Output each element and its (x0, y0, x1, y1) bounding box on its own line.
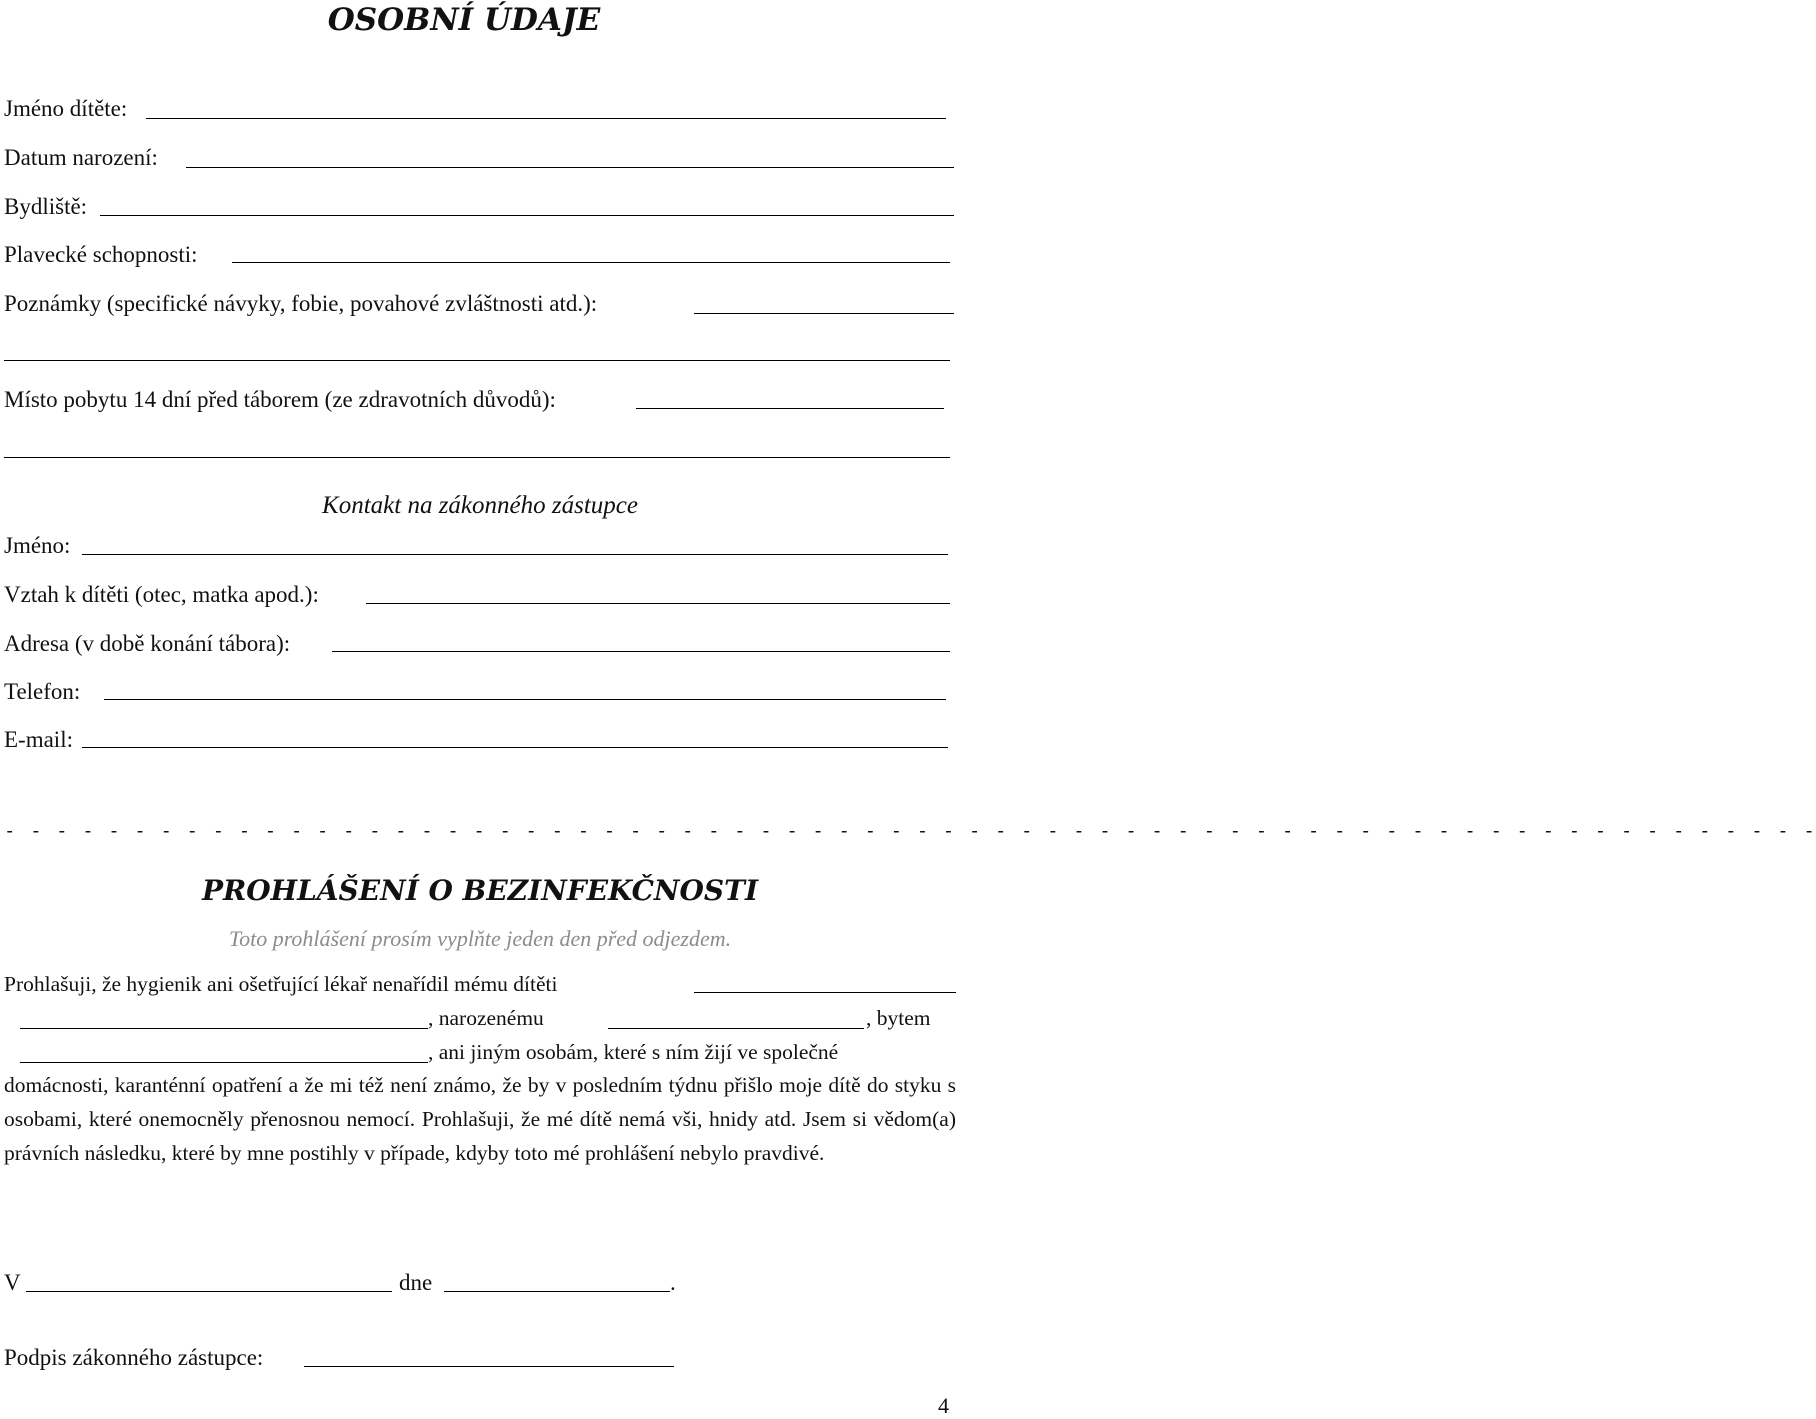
stay-label: Místo pobytu 14 dní před táborem (ze zdravotních důvodů): (4, 387, 556, 412)
child-name-field[interactable] (146, 118, 946, 119)
residence-label: Bydliště: (4, 194, 88, 219)
swimming-label: Plavecké schopnosti: (4, 242, 198, 267)
address-label: Adresa (v době konání tábora): (4, 631, 291, 656)
birth-decl-field[interactable] (608, 1028, 864, 1029)
residence-field[interactable] (100, 215, 954, 216)
page-number: 4 (938, 1393, 949, 1418)
swimming-field[interactable] (232, 262, 950, 263)
child-name-decl-field[interactable] (20, 1028, 428, 1029)
guardian-name-field[interactable] (82, 554, 948, 555)
others-label: , ani jiným osobám, které s ním žijí ve společné (428, 1040, 839, 1064)
place-field[interactable] (26, 1291, 392, 1292)
residing-decl-field[interactable] (20, 1062, 428, 1063)
relation-label: Vztah k dítěti (otec, matka apod.): (4, 582, 319, 607)
born-label: , narozenému (428, 1006, 544, 1030)
stay-field-continued[interactable] (4, 457, 950, 458)
guardian-heading: Kontakt na zákonného zástupce (322, 492, 638, 519)
declaration-line1: Prohlašuji, že hygienik ani ošetřující lékař nenařídil mému dítěti (4, 972, 558, 996)
declaration-body: domácnosti, karanténní opatření a že mi též není známo, že by v posledním týdnu přišlo moje dítě do styku s osobami, které onemocněly přenosnou nemocí. Prohlašuji, že mé dítě nemá vši, hnidy atd. Jsem si vědom(a) právních následku, které by mne postihly v případe, kdyby toto mé prohlášení nebylo pravdivé. (4, 1073, 956, 1165)
date-label: dne (399, 1270, 433, 1295)
residing-label: , bytem (866, 1006, 931, 1030)
cut-separator: - - - - - - - - - - - - - - - - - - - - - - - - - - - - - - - - - - - - - - - - - - - - - - - - - - - - - - - - - - - - - - - - - - - - - - (4, 820, 1816, 842)
guardian-name-label: Jméno: (4, 533, 71, 558)
notes-field[interactable] (694, 313, 954, 314)
email-field[interactable] (82, 747, 948, 748)
address-field[interactable] (332, 651, 950, 652)
phone-field[interactable] (104, 699, 946, 700)
email-label: E-mail: (4, 727, 73, 752)
signature-field[interactable] (304, 1366, 674, 1367)
declaration-note: Toto prohlášení prosím vyplňte jeden den před odjezdem. (228, 926, 732, 951)
place-label: V (4, 1270, 21, 1295)
notes-field-continued[interactable] (4, 360, 950, 361)
child-field[interactable] (694, 992, 956, 993)
notes-label: Poznámky (specifické návyky, fobie, povahové zvláštnosti atd.): (4, 291, 598, 316)
phone-label: Telefon: (4, 679, 81, 704)
page-title: OSOBNÍ ÚDAJE (327, 2, 601, 38)
date-field[interactable] (444, 1291, 670, 1292)
birth-date-label: Datum narození: (4, 145, 158, 170)
child-name-label: Jméno dítěte: (4, 96, 128, 121)
birth-date-field[interactable] (186, 167, 954, 168)
relation-field[interactable] (366, 603, 950, 604)
date-period: . (670, 1270, 676, 1295)
declaration-title: PROHLÁŠENÍ O BEZINFEKČNOSTI (201, 874, 759, 907)
signature-label: Podpis zákonného zástupce: (4, 1345, 264, 1370)
stay-field[interactable] (636, 408, 944, 409)
